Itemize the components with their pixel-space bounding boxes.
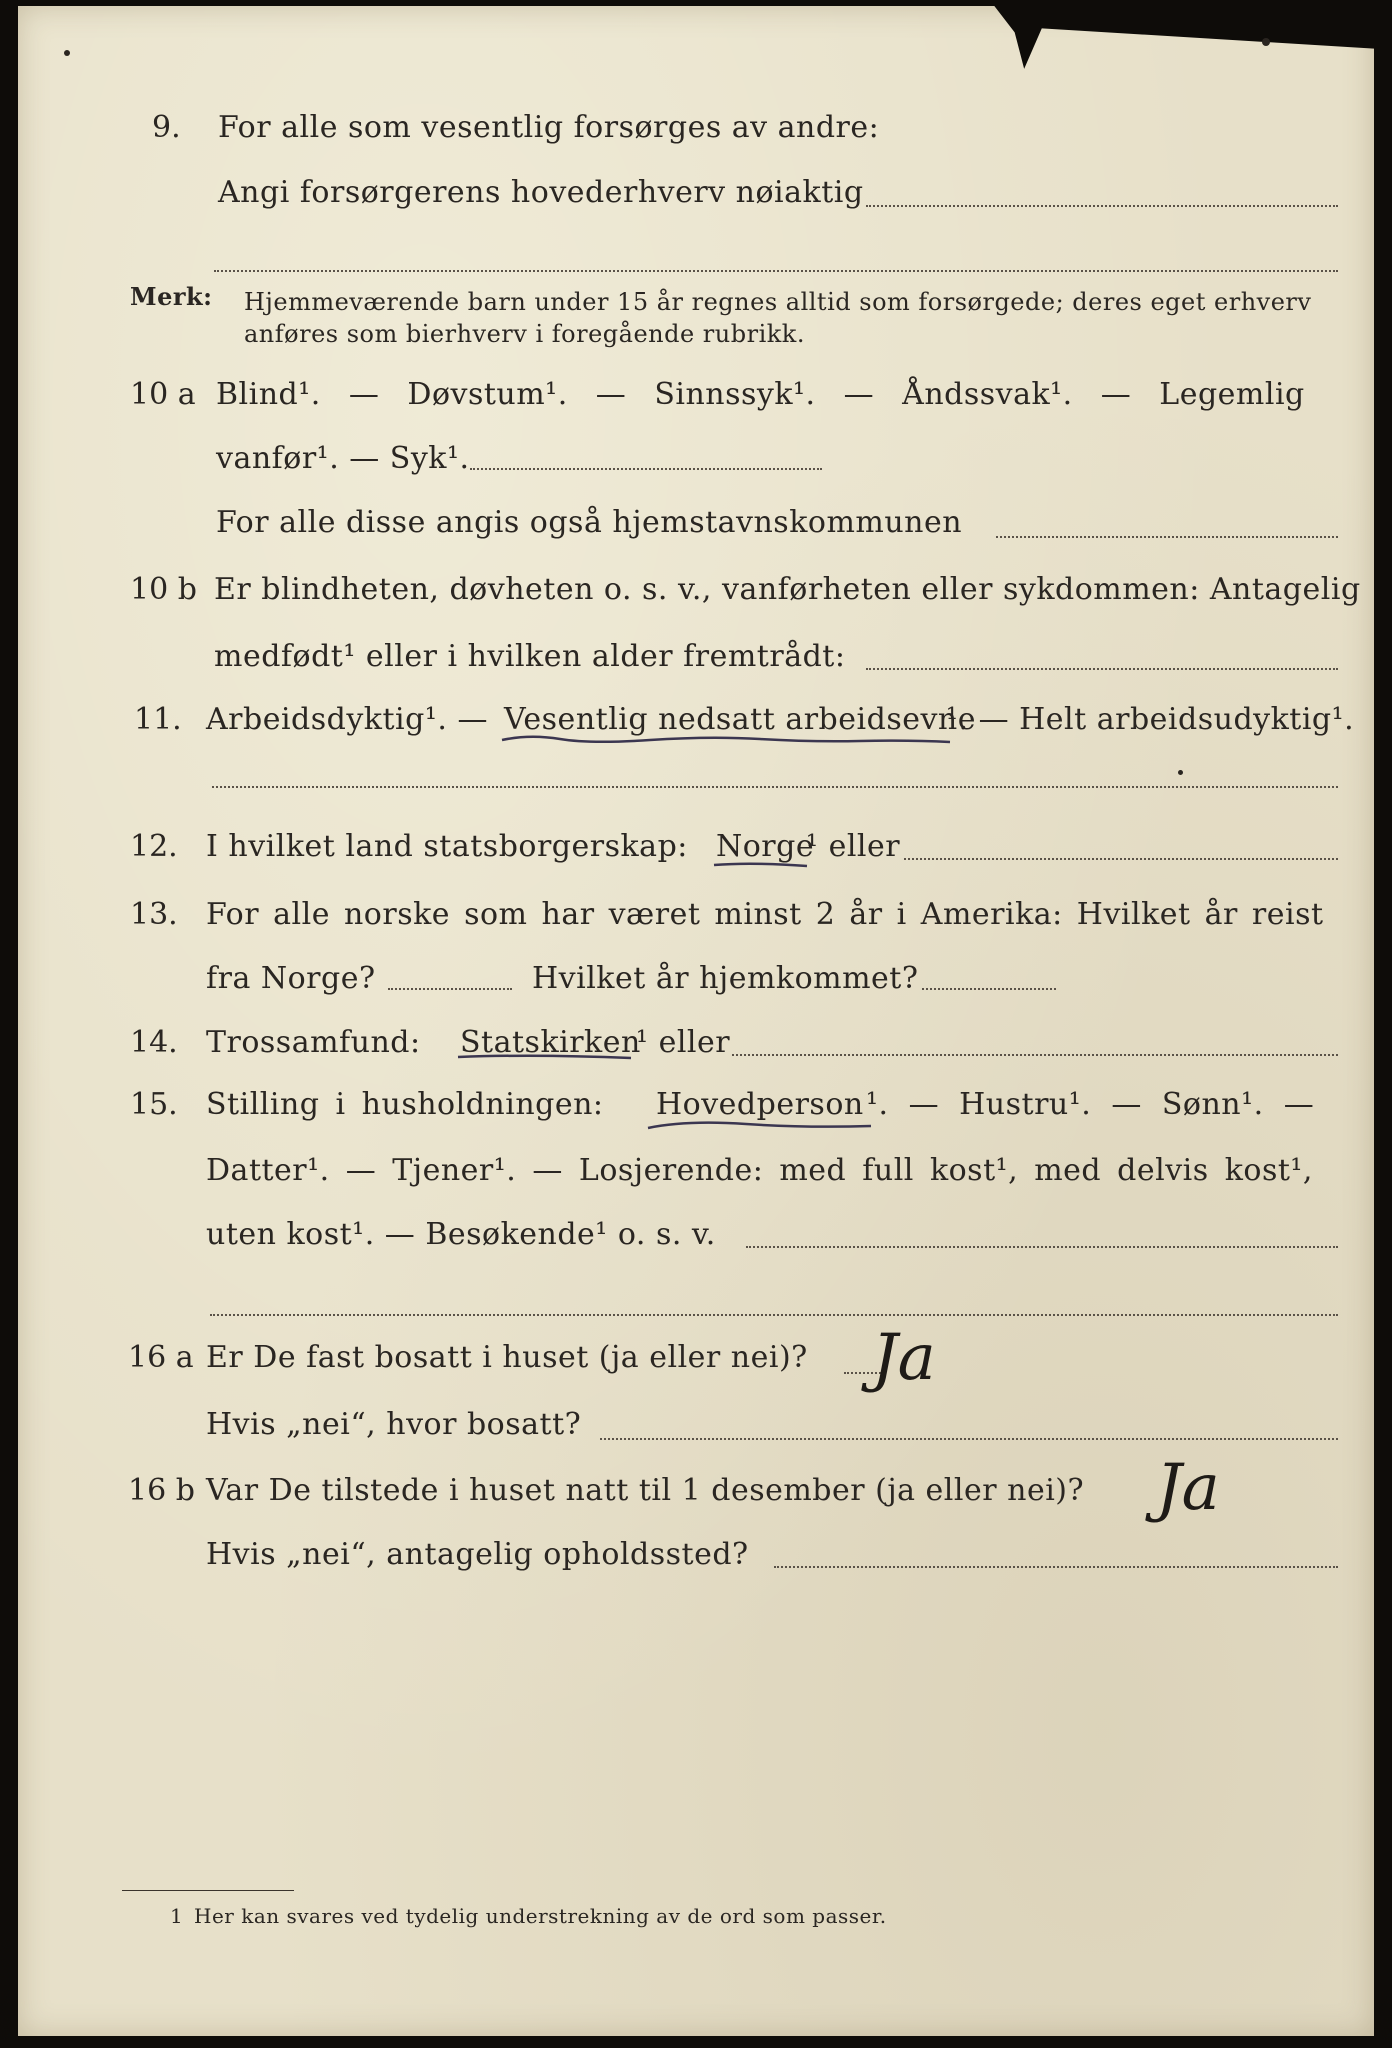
q14-part3: ¹ eller [636, 1025, 731, 1060]
merk-line1: Hjemmeværende barn under 15 år regnes alltid som forsørgede; deres eget erhverv [244, 288, 1312, 316]
q9-line2: Angi forsørgerens hovederhverv nøiaktig [218, 175, 864, 210]
q16b-line2: Hvis „nei“, antagelig opholdssted? [206, 1537, 749, 1572]
q12-underline-mark [712, 860, 812, 872]
q10b-line2: medfødt¹ eller i hvilken alder fremtrådt: [214, 639, 846, 674]
q13-year-left-line[interactable] [388, 988, 512, 990]
q10a-line3: For alle disse angis også hjemstavnskommunen [216, 505, 963, 540]
q12-underlined-option[interactable]: Norge [716, 829, 815, 864]
q15-underlined-option[interactable]: Hovedperson [656, 1087, 864, 1122]
q10a-number: 10 a [130, 377, 196, 412]
q9-number: 9. [152, 110, 181, 145]
q11-number: 11. [134, 702, 182, 737]
q15-underline-mark [646, 1116, 876, 1134]
q11-part1: Arbeidsdyktig¹. — [206, 702, 488, 737]
q15-answer-line-2[interactable] [210, 1314, 1338, 1316]
q16b-line1: Var De tilstede i huset natt til 1 desember (ja eller nei)? [206, 1473, 1085, 1508]
q11-answer-line[interactable] [212, 786, 1338, 788]
footnote-text: Her kan svares ved tydelig understrekning av de ord som passer. [194, 1904, 887, 1928]
q9-line1: For alle som vesentlig forsørges av andre: [218, 110, 880, 145]
merk-label: Merk: [130, 282, 213, 311]
q16b-whereabouts-line[interactable] [774, 1566, 1338, 1568]
footnote-rule [122, 1890, 294, 1891]
q14-part1: Trossamfund: [206, 1025, 421, 1060]
q12-answer-line[interactable] [904, 858, 1338, 860]
q10b-number: 10 b [130, 572, 197, 607]
q13-line2b: Hvilket år hjemkommet? [532, 961, 919, 996]
q14-underline-mark [456, 1052, 636, 1064]
q14-underlined-option[interactable]: Statskirken [460, 1025, 641, 1060]
merk-line2: anføres som bierhverv i foregående rubrikk. [244, 320, 805, 348]
q12-number: 12. [130, 829, 178, 864]
q16a-residence-line[interactable] [600, 1438, 1338, 1440]
q15-answer-line[interactable] [746, 1246, 1338, 1248]
q12-part1: I hvilket land statsborgerskap: [206, 829, 688, 864]
q13-line2a: fra Norge? [206, 961, 376, 996]
footnote-mark: 1 [170, 1904, 184, 1928]
q10a-line2: vanfør¹. — Syk¹. [216, 441, 470, 476]
q14-answer-line[interactable] [732, 1054, 1338, 1056]
q16a-line1: Er De fast bosatt i huset (ja eller nei)? [206, 1340, 808, 1375]
q16a-number: 16 a [128, 1340, 194, 1375]
q9-answer-line[interactable] [866, 205, 1338, 207]
q10b-line1: Er blindheten, døvheten o. s. v., vanførheten eller sykdommen: Antagelig [214, 572, 1361, 607]
q16b-number: 16 b [128, 1473, 195, 1508]
q11-part3: ¹. — Helt arbeidsudyktig¹. [946, 702, 1355, 737]
q10b-answer-line[interactable] [866, 668, 1338, 670]
q15-line1c: ¹. — Hustru¹. — Sønn¹. — [866, 1087, 1315, 1122]
q15-line3: uten kost¹. — Besøkende¹ o. s. v. [206, 1217, 716, 1252]
q15-line2: Datter¹. — Tjener¹. — Losjerende: med full kost¹, med delvis kost¹, [206, 1153, 1313, 1188]
q10a-answer-line[interactable] [470, 468, 822, 470]
q13-line1: For alle norske som har været minst 2 år i Amerika: Hvilket år reist [206, 897, 1324, 932]
q13-year-returned-line[interactable] [922, 988, 1056, 990]
q14-number: 14. [130, 1025, 178, 1060]
q16a-line2: Hvis „nei“, hvor bosatt? [206, 1407, 582, 1442]
q12-part3: ¹ eller [806, 829, 901, 864]
ink-speck [64, 50, 70, 56]
q10a-municipality-line[interactable] [996, 536, 1338, 538]
q15-number: 15. [130, 1087, 178, 1122]
ink-speck [1178, 770, 1183, 775]
q16a-handwritten-answer[interactable]: Ja [872, 1321, 936, 1395]
q11-underline-mark [500, 730, 960, 750]
q13-number: 13. [130, 897, 178, 932]
q10a-line1: Blind¹. — Døvstum¹. — Sinnssyk¹. — Åndssvak¹. — Legemlig [216, 377, 1305, 412]
q15-line1a: Stilling i husholdningen: [206, 1087, 604, 1122]
q16b-handwritten-answer[interactable]: Ja [1156, 1451, 1220, 1525]
q11-underlined-option[interactable]: Vesentlig nedsatt arbeidsevne [504, 702, 976, 737]
ink-speck [1262, 38, 1270, 46]
q9-answer-line-2[interactable] [214, 270, 1338, 272]
